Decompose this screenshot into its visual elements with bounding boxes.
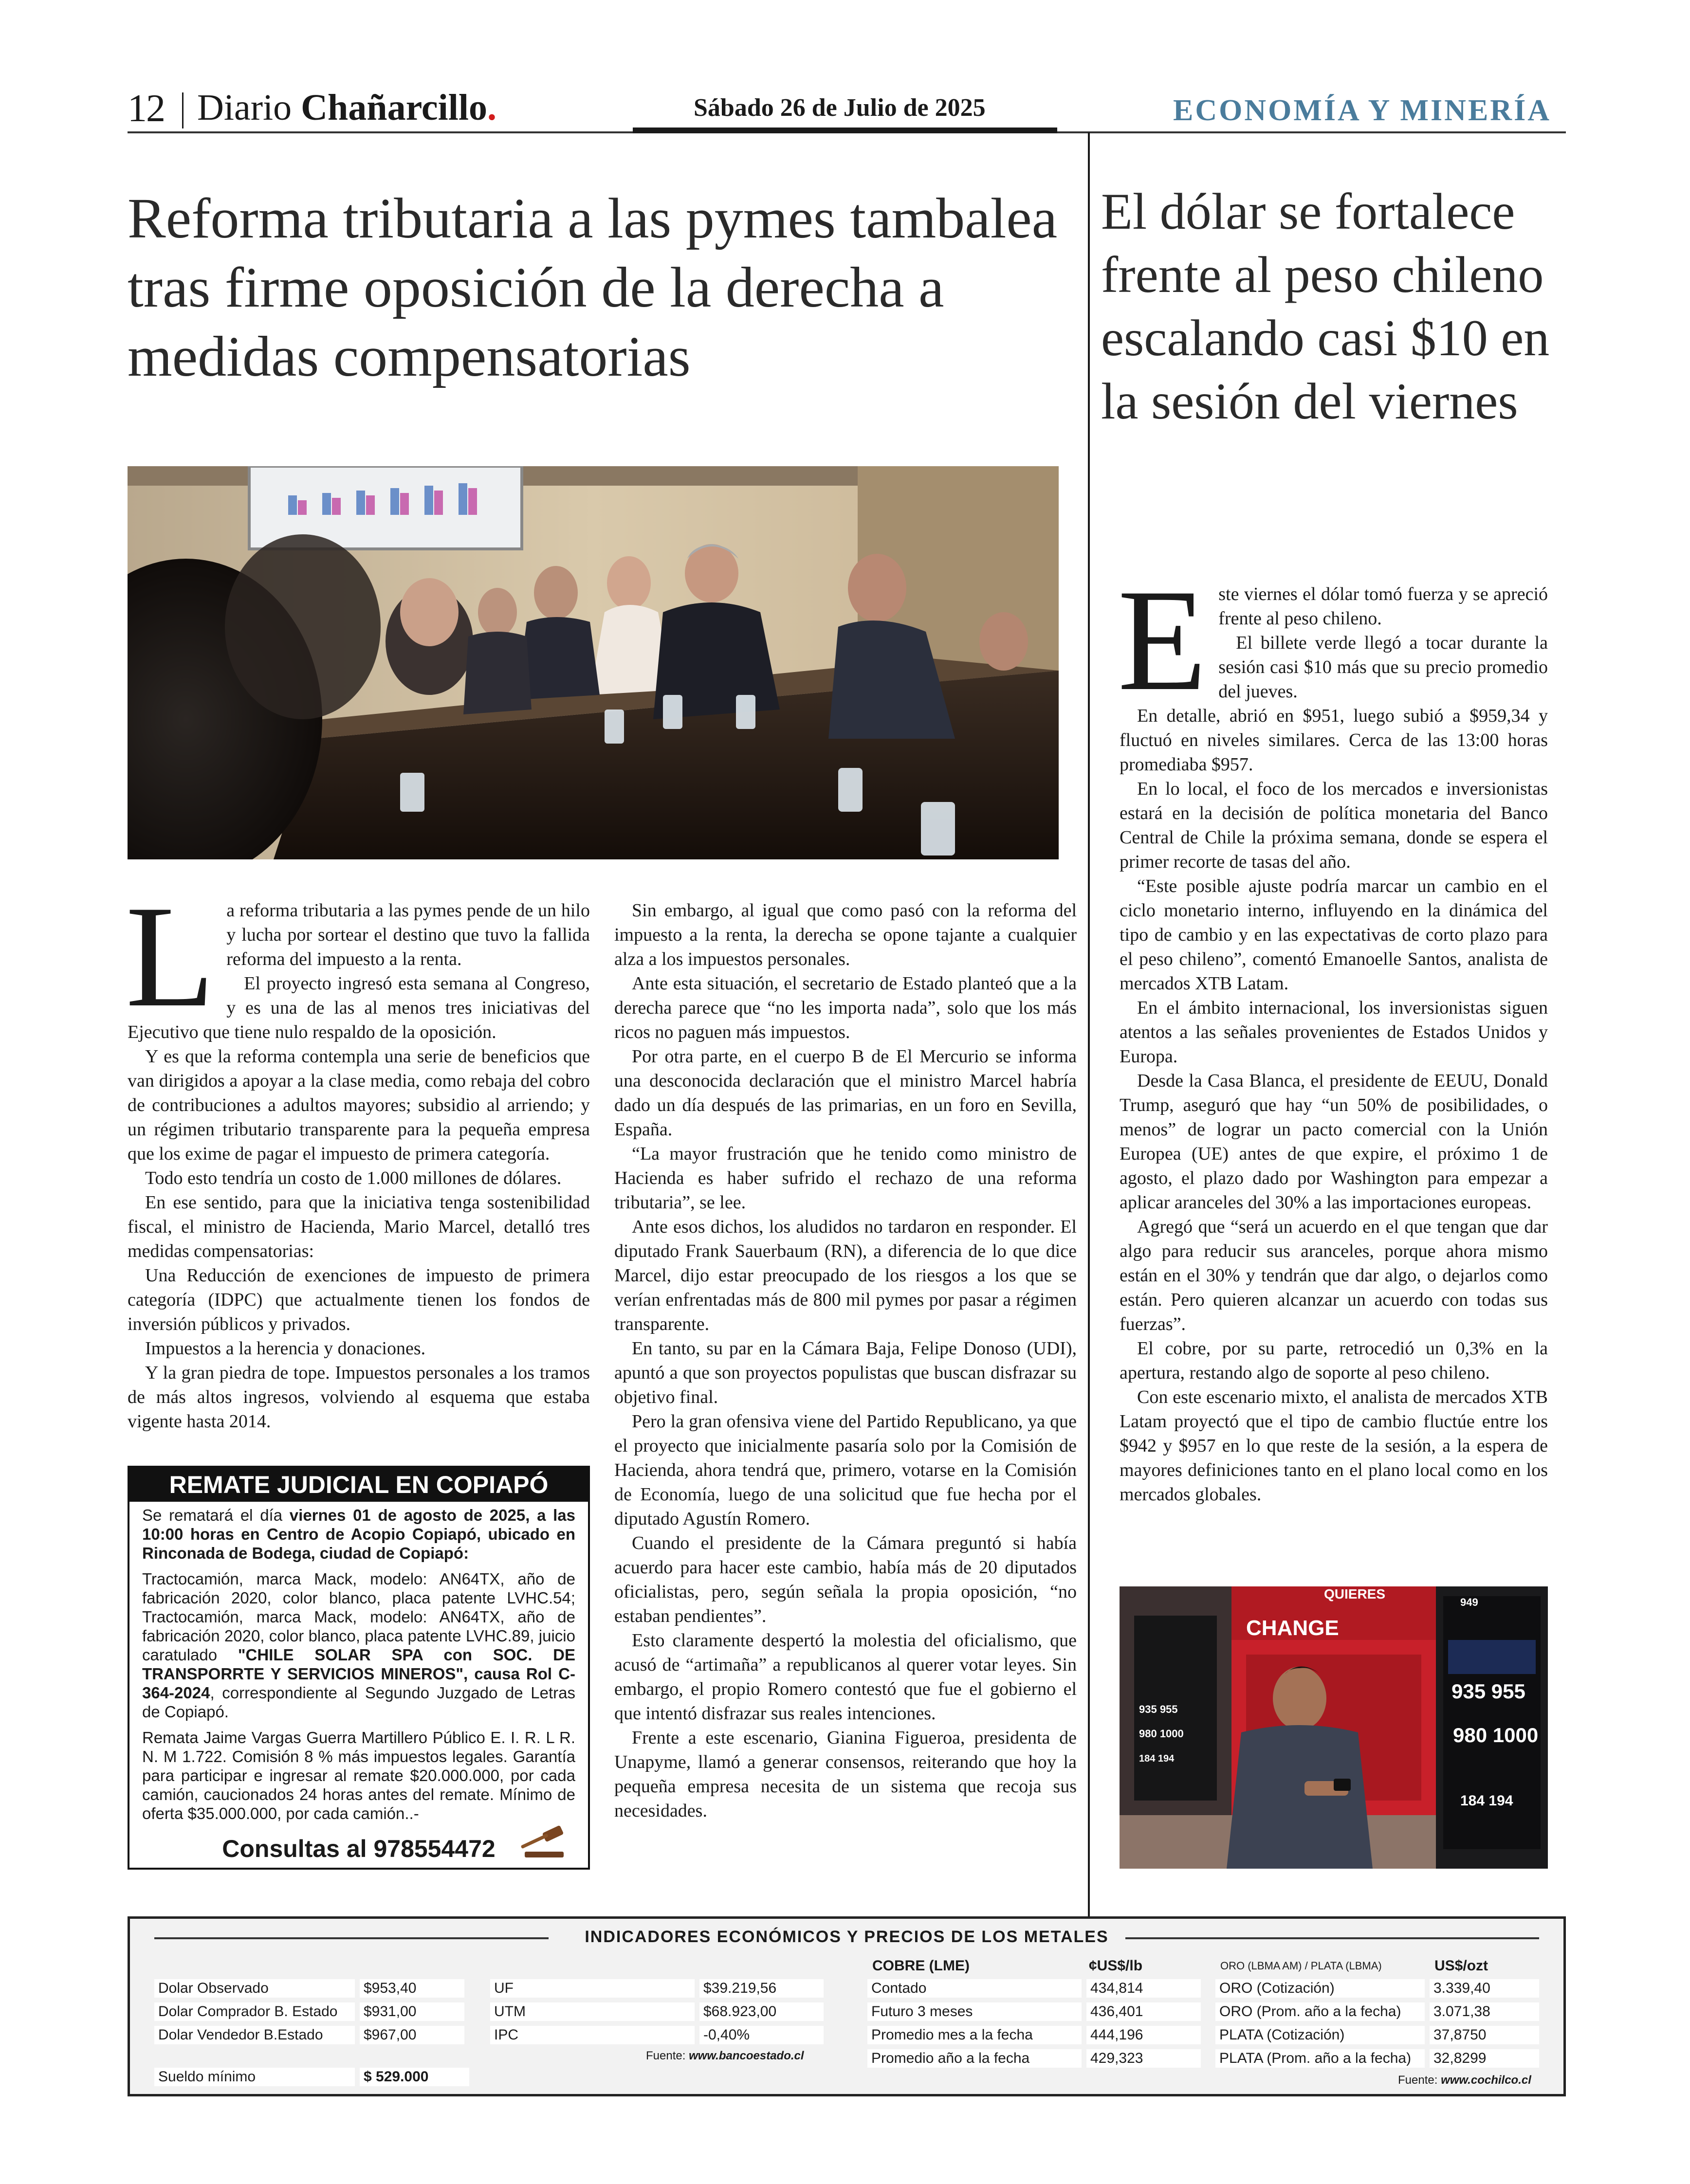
masthead bbox=[197, 87, 496, 129]
indicator-label: Futuro 3 meses bbox=[867, 2002, 1082, 2021]
indicator-value: $ 529.000 bbox=[360, 2068, 469, 2086]
paragraph: Por otra parte, en el cuerpo B de El Mercurio se informa una desconocida declaración que el ministro Marcel habría dado un día después de las primarias, en un foro en Sevilla, España. bbox=[614, 1046, 1077, 1140]
auction-title: REMATE JUDICIAL EN COPIAPÓ bbox=[129, 1468, 588, 1502]
article1-photo bbox=[128, 466, 1059, 859]
indicators-title: INDICADORES ECONÓMICOS Y PRECIOS DE LOS METALES bbox=[585, 1928, 1109, 1946]
indicator-label: ORO (Prom. año a la fecha) bbox=[1215, 2002, 1425, 2021]
paragraph: Agregó que “será un acuerdo en el que tengan que dar algo para reducir sus aranceles, porque ahora mismo están en el 30% y tendrán que dar algo, o dejarlos como están. Pero quieren alcanzar un acuerdo con todas sus fuerzas”. bbox=[1120, 1217, 1548, 1334]
paragraph: “Este posible ajuste podría marcar un cambio en el ciclo monetario interno, influyendo en la dinámica del tipo de cambio y en las expectativas de corto plazo para el peso chileno”, comentó Emanoelle Santos, analista de mercados XTB Latam. bbox=[1120, 876, 1548, 994]
paragraph: En lo local, el foco de los mercados e inversionistas estará en la decisión de política monetaria del Banco Central de Chile la próxima semana, donde se espera el primer recorte de tasas del año. bbox=[1120, 779, 1548, 872]
indicator-label: Dolar Comprador B. Estado bbox=[154, 2002, 355, 2021]
indicator-label: Dolar Observado bbox=[154, 1979, 355, 1998]
auction-text: , correspondiente al Segundo Juzgado de Letras de Copiapó. bbox=[142, 1684, 575, 1721]
gold-silver-header: ORO (LBMA AM) / PLATA (LBMA) bbox=[1220, 1960, 1382, 1972]
article2-photo bbox=[1120, 1586, 1548, 1869]
auction-ad bbox=[128, 1466, 590, 1870]
paragraph: Frente a este escenario, Gianina Figueroa, presidenta de Unapyme, llamó a generar consensos, reiterando que hoy la pequeña empresa necesita de un sistema que recoja sus necesidades. bbox=[614, 1728, 1077, 1821]
column-divider bbox=[1088, 132, 1090, 1917]
indicator-value: 444,196 bbox=[1086, 2026, 1201, 2044]
paragraph: Ante esos dichos, los aludidos no tardaron en responder. El diputado Frank Sauerbaum (RN), a diferencia de lo que dice Marcel, dijo estar preocupado de los riesgos a los que se verían enfrentadas más de 800 mil pymes por pasar a régimen transparente. bbox=[614, 1217, 1077, 1334]
indicator-label: UTM bbox=[490, 2002, 695, 2021]
paragraph: Sin embargo, al igual que como pasó con la reforma del impuesto a la renta, la derecha se opone tajante a cualquier alza a los impuestos personales. bbox=[614, 900, 1077, 969]
section-title: ECONOMÍA Y MINERÍA bbox=[1173, 94, 1551, 127]
indicator-value: 436,401 bbox=[1086, 2002, 1201, 2021]
photo-rate-text: 980 1000 bbox=[1453, 1724, 1539, 1747]
indicator-value: $953,40 bbox=[360, 1979, 464, 1998]
masthead-dot: . bbox=[487, 87, 497, 128]
masthead-prefix: Diario bbox=[197, 87, 301, 128]
meeting-photo-illustration bbox=[128, 466, 1059, 859]
auction-text-bold: "CHILE SOLAR SPA con SOC. DE TRANSPORRTE Y SERVICIOS MINEROS", causa Rol C-364-2024 bbox=[142, 1646, 576, 1702]
gavel-icon bbox=[515, 1825, 573, 1859]
photo-rate-text: 935 955 bbox=[1139, 1703, 1178, 1715]
indicator-value: $39.219,56 bbox=[699, 1979, 824, 1998]
paragraph: El proyecto ingresó esta semana al Congreso, y es una de las al menos tres iniciativas del Ejecutivo que tiene nulo respaldo de la oposición. bbox=[128, 973, 590, 1042]
paragraph: Y la gran piedra de tope. Impuestos personales a los tramos de más altos ingresos, volviendo al esquema que estaba vigente hasta 2014. bbox=[128, 1363, 590, 1432]
paragraph: En el ámbito internacional, los inversionistas siguen atentos a las señales provenientes de Estados Unidos y Europa. bbox=[1120, 998, 1548, 1067]
paragraph: Ante esta situación, el secretario de Estado planteó que a la derecha parece que “no les importa nada”, solo que los más ricos no paguen más impuestos. bbox=[614, 973, 1077, 1042]
article1-headline: Reforma tributaria a las pymes tambalea tras firme oposición de la derecha a medidas compensatorias bbox=[128, 186, 1058, 388]
indicator-label: Sueldo mínimo bbox=[154, 2068, 355, 2086]
paragraph: Cuando el presidente de la Cámara preguntó si había acuerdo para hacer este cambio, había más de 20 diputados oficialistas, pero, según señala la propia oposición, “no estaban pendientes”. bbox=[614, 1533, 1077, 1626]
auction-paragraph bbox=[142, 1569, 575, 1721]
indicator-value: 32,8299 bbox=[1430, 2049, 1539, 2068]
gold-silver-unit: US$/ozt bbox=[1434, 1958, 1488, 1974]
paragraph: Con este escenario mixto, el analista de mercados XTB Latam proyectó que el tipo de cambio fluctúe entre los $942 y $957 en lo que reste de la sesión, a la espera de mayores definiciones tanto en el plano local como en los mercados globales. bbox=[1120, 1387, 1548, 1505]
paragraph: Esto claramente despertó la molestia del oficialismo, que acusó de “artimaña” a republicanos al querer votar leyes. Sin embargo, el propio Romero contestó que fue el gobierno el que intentó disfrazar sus reales intenciones. bbox=[614, 1630, 1077, 1724]
indicator-label: PLATA (Prom. año a la fecha) bbox=[1215, 2049, 1425, 2068]
article1-column-2 bbox=[614, 898, 1077, 1823]
indicator-label: Promedio mes a la fecha bbox=[867, 2026, 1082, 2044]
source-cochilco bbox=[1398, 2074, 1531, 2087]
paragraph: Y es que la reforma contempla una serie de beneficios que van dirigidos a apoyar a la clase media, como rebaja del cobro de contribuciones a adultos mayores; subsidio al arriendo; y un régimen tributario transparente para la pequeña empresa que los exime de pagar el impuesto de primera categoría. bbox=[128, 1046, 590, 1164]
paragraph: Pero la gran ofensiva viene del Partido Republicano, ya que el proyecto que inicialmente pasaría solo por la Comisión de Hacienda, ahora tendrá que, primero, votarse en la Comisión de Economía, luego de una solicitud que fue hecha por el diputado Agustín Romero. bbox=[614, 1411, 1077, 1529]
photo-rate-text: 184 194 bbox=[1460, 1793, 1513, 1809]
auction-paragraph bbox=[142, 1506, 575, 1563]
indicator-label: ORO (Cotización) bbox=[1215, 1979, 1425, 1998]
economic-indicators-panel bbox=[128, 1916, 1566, 2096]
indicator-label: Dolar Vendedor B.Estado bbox=[154, 2026, 355, 2044]
indicator-value: 434,814 bbox=[1086, 1979, 1201, 1998]
photo-brand-text: CHANGE bbox=[1246, 1616, 1339, 1640]
indicator-value: 3.071,38 bbox=[1430, 2002, 1539, 2021]
paragraph: Todo esto tendría un costo de 1.000 millones de dólares. bbox=[145, 1168, 562, 1188]
paragraph: a reforma tributaria a las pymes pende de un hilo y lucha por sortear el destino que tuvo la fallida reforma del impuesto a la renta. bbox=[226, 900, 590, 969]
source-label: Fuente: bbox=[1398, 2074, 1441, 2087]
article1-column-1 bbox=[126, 875, 590, 1434]
photo-sign-text: QUIERES bbox=[1324, 1586, 1386, 1602]
indicator-value: $68.923,00 bbox=[699, 2002, 824, 2021]
indicator-value: 429,323 bbox=[1086, 2049, 1201, 2068]
photo-rate-text: 949 bbox=[1460, 1596, 1478, 1608]
indicator-label: IPC bbox=[490, 2026, 695, 2044]
paragraph: ste viernes el dólar tomó fuerza y se apreció frente al peso chileno. bbox=[1218, 584, 1548, 629]
paragraph: El cobre, por su parte, retrocedió un 0,3% en la apertura, restando algo de soporte al peso chileno. bbox=[1120, 1338, 1548, 1383]
paragraph: En tanto, su par en la Cámara Baja, Felipe Donoso (UDI), apuntó a que son proyectos populistas que buscan disfrazar su objetivo final. bbox=[614, 1338, 1077, 1407]
indicator-value: 3.339,40 bbox=[1430, 1979, 1539, 1998]
photo-rate-text: 184 194 bbox=[1139, 1753, 1175, 1764]
auction-contact: Consultas al 978554472 bbox=[222, 1835, 496, 1862]
article2-dropcap: E bbox=[1118, 559, 1207, 721]
auction-body bbox=[129, 1502, 588, 1823]
source-url: www.bancoestado.cl bbox=[689, 2049, 804, 2062]
auction-text: Tractocamión, marca Mack, modelo: AN64TX, año de fabricación 2020, color blanco, placa patente LVHC.54; Tractocamión, marca Mack, modelo: AN64TX, año de fabricación 2020, color blanco, placa patente LVHC.89, juicio caratulado bbox=[142, 1570, 575, 1664]
paragraph: Una Reducción de exenciones de impuesto de primera categoría (IDPC) que actualmente tienen los fondos de inversión públicos y privados. bbox=[128, 1265, 590, 1334]
issue-date: Sábado 26 de Julio de 2025 bbox=[694, 94, 986, 122]
masthead-name: Chañarcillo bbox=[301, 87, 488, 128]
article2-column bbox=[1118, 559, 1548, 1507]
indicator-label: Promedio año a la fecha bbox=[867, 2049, 1082, 2068]
indicator-value: 37,8750 bbox=[1430, 2026, 1539, 2044]
source-bancoestado bbox=[646, 2049, 804, 2063]
indicator-value: $967,00 bbox=[360, 2026, 464, 2044]
indicator-label: PLATA (Cotización) bbox=[1215, 2026, 1425, 2044]
exchange-office-photo bbox=[1120, 1586, 1548, 1869]
paragraph: Impuestos a la herencia y donaciones. bbox=[145, 1338, 426, 1359]
auction-text: Se rematará el día bbox=[142, 1506, 290, 1524]
paragraph: En ese sentido, para que la iniciativa tenga sostenibilidad fiscal, el ministro de Hacienda, Mario Marcel, detalló tres medidas compensatorias: bbox=[128, 1192, 590, 1261]
article2-headline: El dólar se fortalece frente al peso chileno escalando casi $10 en la sesión del viernes bbox=[1101, 183, 1550, 430]
copper-header: COBRE (LME) bbox=[872, 1958, 970, 1974]
article1-dropcap: L bbox=[126, 875, 215, 1037]
source-url: www.cochilco.cl bbox=[1441, 2074, 1531, 2087]
indicator-value: $931,00 bbox=[360, 2002, 464, 2021]
header-divider bbox=[182, 92, 184, 128]
photo-rate-text: 935 955 bbox=[1451, 1680, 1525, 1703]
indicator-value: -0,40% bbox=[699, 2026, 824, 2044]
source-label: Fuente: bbox=[646, 2049, 689, 2062]
paragraph: El billete verde llegó a tocar durante la sesión casi $10 más que su precio promedio del jueves. bbox=[1218, 633, 1548, 702]
indicator-label: Contado bbox=[867, 1979, 1082, 1998]
copper-unit: ¢US$/lb bbox=[1089, 1958, 1143, 1974]
header-thick-rule bbox=[633, 127, 1057, 133]
page-number: 12 bbox=[128, 87, 165, 130]
paragraph: Desde la Casa Blanca, el presidente de EEUU, Donald Trump, aseguró que hay “un 50% de posibilidades, o menos” de lograr un pacto comercial con la Unión Europea (UE) antes de que expire, el próximo 1 de agosto, el plazo dado por Washington para empezar a aplicar aranceles del 30% a las importaciones europeas. bbox=[1120, 1071, 1548, 1213]
paragraph: En detalle, abrió en $951, luego subió a $959,34 y fluctuó en niveles similares. Cerca de las 13:00 horas promediaba $957. bbox=[1120, 706, 1548, 775]
photo-rate-text: 980 1000 bbox=[1139, 1728, 1184, 1740]
paragraph: “La mayor frustración que he tenido como ministro de Hacienda es haber sufrido el rechazo de una reforma tributaria”, se lee. bbox=[614, 1144, 1077, 1213]
indicator-label: UF bbox=[490, 1979, 695, 1998]
auction-text-bold: viernes 01 de agosto de 2025, a las 10:00 horas en Centro de Acopio Copiapó, ubicado en Rinconada de Bodega, ciudad de Copiapó: bbox=[142, 1506, 575, 1562]
auction-paragraph: Remata Jaime Vargas Guerra Martillero Público E. I. R. L R. N. M 1.722. Comisión 8 % más impuestos legales. Garantía para participar e ingresar al remate $20.000.000, por cada camión, caucionados 24 horas antes del remate. Mínimo de oferta $35.000.000, por cada camión..- bbox=[142, 1729, 575, 1822]
